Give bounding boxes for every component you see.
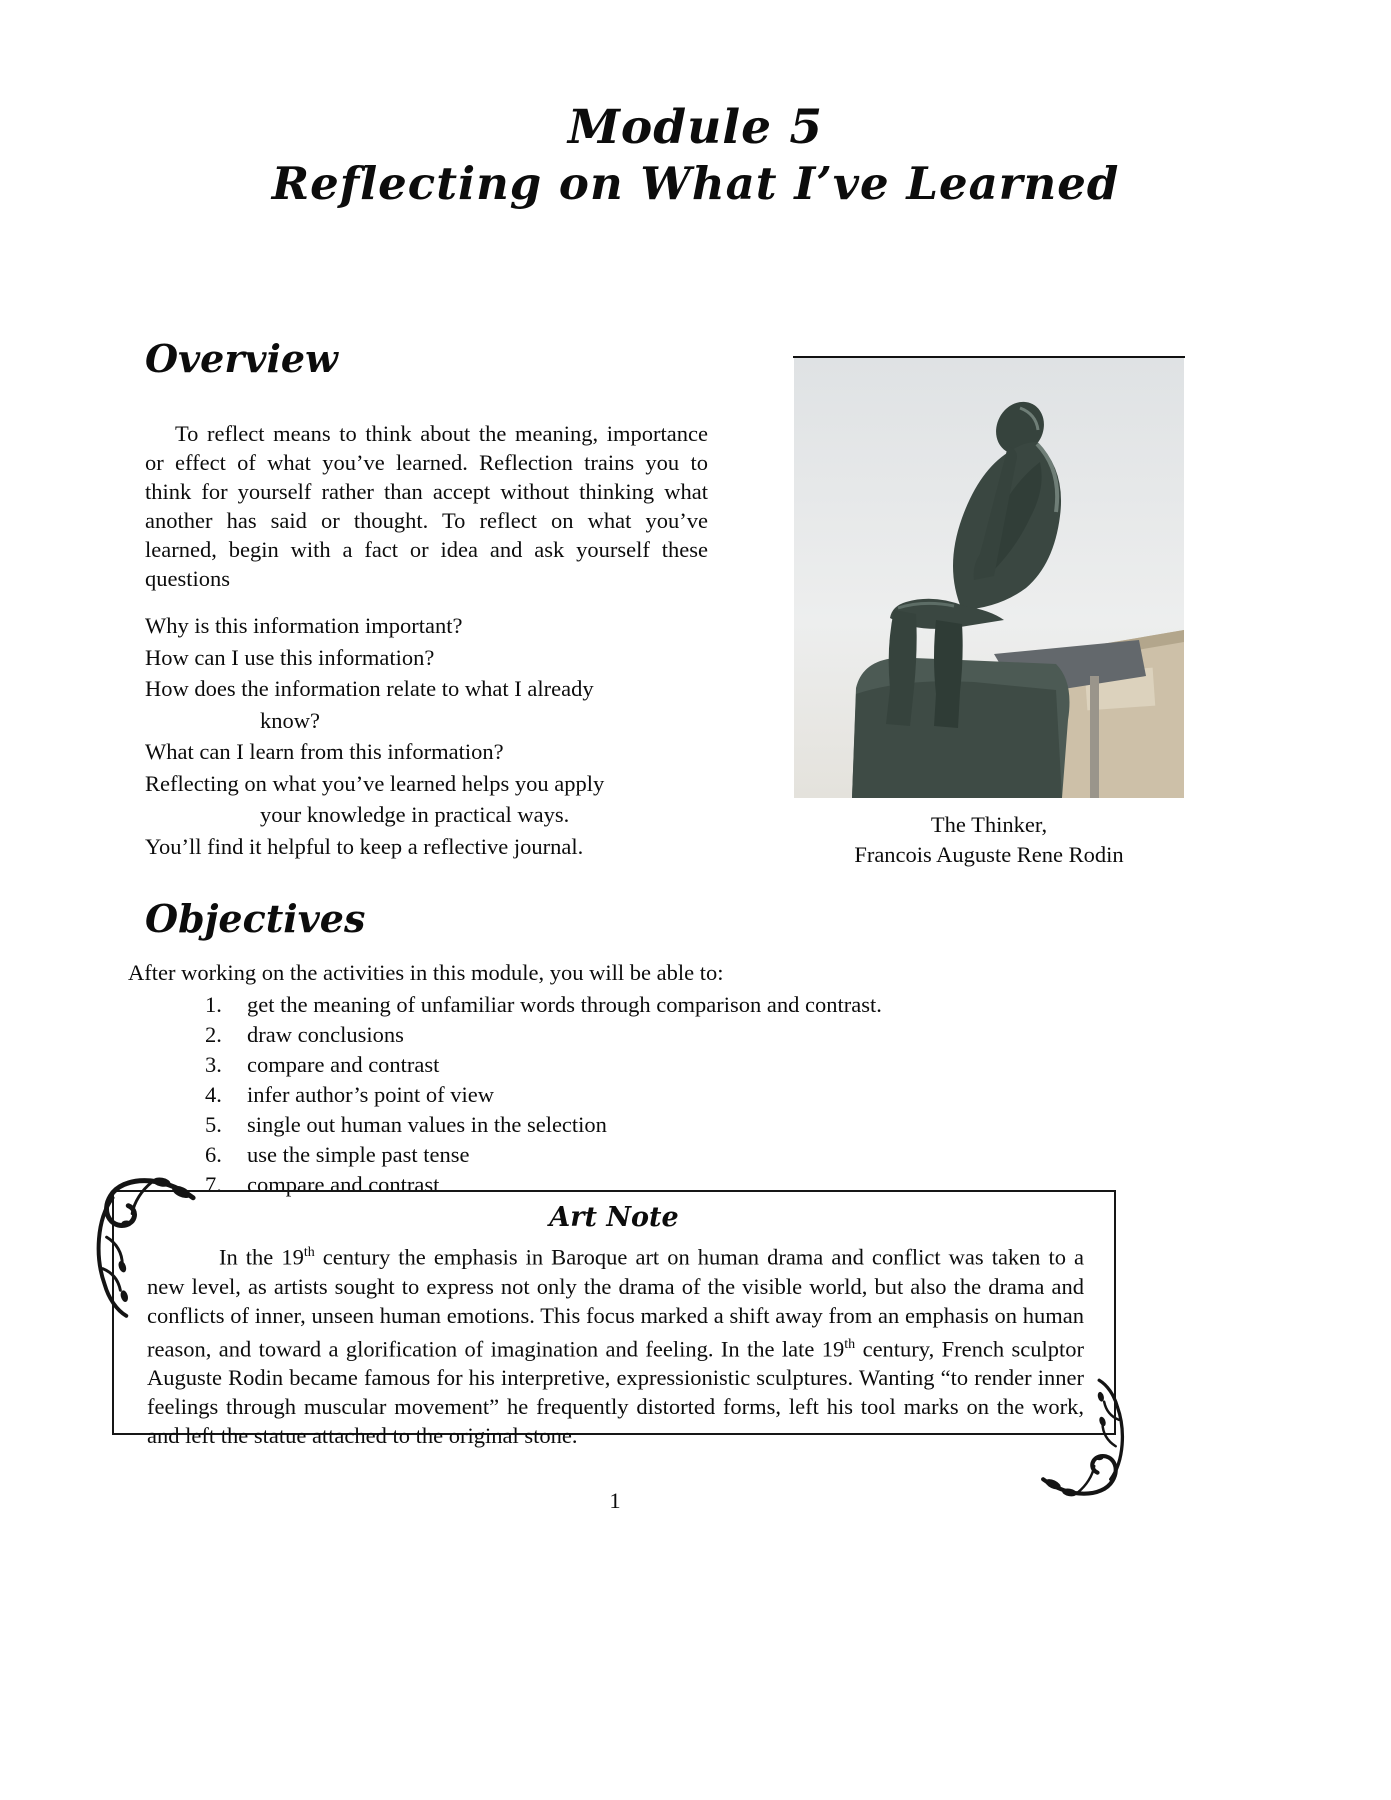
figure-caption-line: Francois Auguste Rene Rodin bbox=[854, 842, 1124, 867]
objective-number: 1. bbox=[205, 992, 222, 1017]
overview-question-line: know? bbox=[260, 707, 320, 733]
ordinal-superscript: th bbox=[844, 1336, 856, 1352]
thinker-figure bbox=[793, 356, 1185, 870]
objective-text: draw conclusions bbox=[247, 1022, 404, 1047]
objective-item bbox=[205, 990, 882, 1020]
objective-text: single out human values in the selection bbox=[247, 1112, 607, 1137]
overview-question-line: What can I learn from this information? bbox=[145, 739, 504, 764]
art-note-body bbox=[147, 1238, 1084, 1450]
overview-question-line: your knowledge in practical ways. bbox=[260, 802, 570, 827]
objective-number: 6. bbox=[205, 1142, 222, 1167]
objective-text: infer author’s point of view bbox=[247, 1082, 495, 1107]
objective-text: get the meaning of unfamiliar words through comparison and contrast. bbox=[247, 992, 882, 1017]
objective-text: compare and contrast bbox=[247, 1052, 440, 1077]
art-note-text: In the 19 bbox=[219, 1244, 304, 1270]
page-number: 1 bbox=[609, 1488, 621, 1513]
overview-question-line: How can I use this information? bbox=[145, 644, 435, 670]
objective-item bbox=[205, 1020, 882, 1050]
overview-question-line: Why is this information important? bbox=[145, 613, 463, 638]
objective-text: use the simple past tense bbox=[247, 1142, 470, 1167]
page-title bbox=[0, 100, 1391, 212]
flourish-corner-icon bbox=[83, 1158, 201, 1336]
overview-paragraph: To reflect means to think about the meaning, importance or effect of what you’ve learned. Reflection trains you to think for yourself rather than accept without thinking what another has said or thought. To reflect on what you’ve learned, begin with a fact or idea and ask yourself these questions bbox=[145, 420, 708, 591]
objective-item bbox=[205, 1050, 882, 1080]
flourish-corner-icon bbox=[1030, 1372, 1142, 1504]
objective-item bbox=[205, 1110, 882, 1140]
objective-number: 4. bbox=[205, 1082, 222, 1107]
art-note-heading: Art Note bbox=[549, 1202, 679, 1233]
overview-heading: Overview bbox=[145, 336, 338, 381]
objective-number: 5. bbox=[205, 1112, 222, 1137]
objective-number: 3. bbox=[205, 1052, 222, 1077]
art-note-box bbox=[112, 1190, 1116, 1448]
objective-item bbox=[205, 1140, 882, 1170]
objective-number: 2. bbox=[205, 1022, 222, 1047]
figure-caption-line: The Thinker, bbox=[930, 812, 1048, 837]
ordinal-superscript: th bbox=[303, 1245, 315, 1260]
module-title-line: Module 5 bbox=[567, 100, 824, 155]
objective-number: 7. bbox=[205, 1172, 222, 1197]
objective-item bbox=[205, 1080, 882, 1110]
overview-question-line: Reflecting on what you’ve learned helps you apply bbox=[145, 770, 605, 796]
module-subtitle-line: Reflecting on What I’ve Learned bbox=[271, 157, 1120, 210]
art-note-text: century, French sculptor Auguste Rodin became famous for his interpretive, expressionistic sculptures. Wanting “to render inner feelings through muscular movement” he frequently distorted forms, left his tool marks on the work, and left the statue attached to the original stone. bbox=[147, 1336, 1084, 1448]
objectives-list bbox=[205, 990, 882, 1200]
art-note-text: century the emphasis in Baroque art on human drama and conflict was taken to a new level, as artists sought to express not only the drama of the visible world, but also the drama and conflicts of inner, unseen human emotions. This focus marked a shift away from an emphasis on human reason, and toward a glorification of imagination and feeling. In the late 19 bbox=[147, 1244, 1085, 1361]
figure-caption bbox=[793, 810, 1185, 870]
objectives-heading: Objectives bbox=[145, 896, 366, 941]
overview-question-line: You’ll find it helpful to keep a reflective journal. bbox=[145, 833, 584, 859]
objectives-intro: After working on the activities in this module, you will be able to: bbox=[128, 960, 724, 985]
objective-text: compare and contrast bbox=[247, 1172, 440, 1197]
thinker-statue-image bbox=[793, 358, 1185, 798]
overview-questions-list bbox=[145, 610, 725, 862]
overview-question-line: How does the information relate to what I already bbox=[145, 676, 594, 701]
